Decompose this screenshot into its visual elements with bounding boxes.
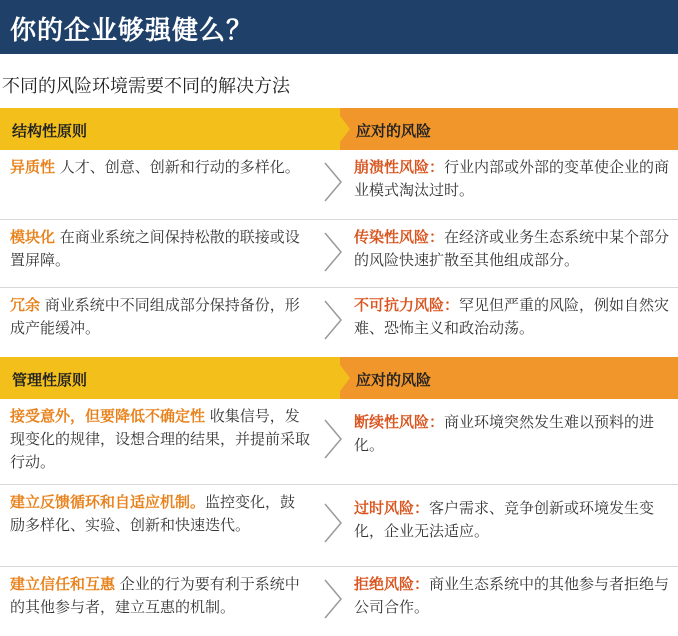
principle-keyword: 建立反馈循环和自适应机制。 — [10, 493, 206, 511]
risk-text: 罕见但严重的风险，例如自然灾难、恐怖主义和政治动荡。 — [354, 296, 670, 337]
risk-keyword: 传染性风险： — [354, 228, 445, 246]
page-subtitle: 不同的风险环境需要不同的解决方法 — [2, 76, 290, 97]
principle-text: 在商业系统之间保持松散的联接或设置屏障。 — [10, 228, 300, 269]
risk-cell — [354, 156, 672, 202]
chevron-right-icon — [322, 298, 344, 342]
chevron-right-icon — [322, 417, 344, 461]
table-row — [0, 485, 678, 567]
risk-cell — [354, 497, 672, 543]
chevron-right-icon — [322, 160, 344, 204]
principle-text: 人才、创意、创新和行动的多样化。 — [55, 158, 300, 176]
risk-keyword: 不可抗力风险： — [354, 296, 460, 314]
risk-keyword: 拒绝风险： — [354, 575, 430, 593]
risk-keyword: 崩溃性风险： — [354, 158, 445, 176]
principle-text: 收集信号，发现变化的规律，设想合理的结果，并提前采取行动。 — [10, 407, 311, 471]
risk-text: 商业环境突然发生难以预料的进化。 — [354, 413, 655, 454]
section1-header — [0, 108, 678, 150]
section1-left-header: 结构性原则 — [0, 108, 346, 150]
risk-keyword: 过时风险： — [354, 499, 430, 517]
risk-text: 商业生态系统中的其他参与者拒绝与公司合作。 — [354, 575, 670, 616]
table-row — [0, 567, 678, 633]
page-title: 你的企业够强健么？ — [0, 0, 678, 54]
principle-keyword: 冗余 — [10, 296, 41, 314]
table-row — [0, 220, 678, 288]
principle-cell — [10, 226, 310, 272]
chevron-right-icon — [322, 230, 344, 274]
principle-keyword: 异质性 — [10, 158, 56, 176]
table-row — [0, 150, 678, 220]
table-row — [0, 288, 678, 356]
header-arrow-shape — [334, 108, 350, 150]
risk-text: 客户需求、竞争创新或环境发生变化，企业无法适应。 — [354, 499, 655, 540]
chevron-right-icon — [322, 577, 344, 621]
section2-right-header: 应对的风险 — [340, 357, 678, 399]
risk-text: 在经济或业务生态系统中某个部分的风险快速扩散至其他组成部分。 — [354, 228, 670, 269]
chevron-right-icon — [322, 501, 344, 545]
risk-cell — [354, 411, 672, 457]
principle-keyword: 接受意外，但要降低不确定性 — [10, 407, 206, 425]
section2-left-header: 管理性原则 — [0, 357, 346, 399]
risk-cell — [354, 294, 672, 340]
risk-cell — [354, 573, 672, 619]
risk-cell — [354, 226, 672, 272]
principle-cell — [10, 294, 310, 340]
principle-cell — [10, 491, 310, 537]
principle-cell — [10, 156, 310, 179]
table-row — [0, 399, 678, 485]
risk-keyword: 断续性风险： — [354, 413, 445, 431]
principle-keyword: 建立信任和互惠 — [10, 575, 116, 593]
principle-keyword: 模块化 — [10, 228, 56, 246]
section2-header — [0, 357, 678, 399]
header-arrow-shape — [334, 357, 350, 399]
section1-right-header: 应对的风险 — [340, 108, 678, 150]
principle-cell — [10, 405, 310, 474]
principle-text: 企业的行为要有利于系统中的其他参与者，建立互惠的机制。 — [10, 575, 300, 616]
principle-cell — [10, 573, 310, 619]
principle-text: 商业系统中不同组成部分保持备份，形成产能缓冲。 — [10, 296, 300, 337]
risk-text: 行业内部或外部的变革使企业的商业模式淘汰过时。 — [354, 158, 670, 199]
principle-text: 监控变化，鼓励多样化、实验、创新和快速迭代。 — [10, 493, 296, 534]
